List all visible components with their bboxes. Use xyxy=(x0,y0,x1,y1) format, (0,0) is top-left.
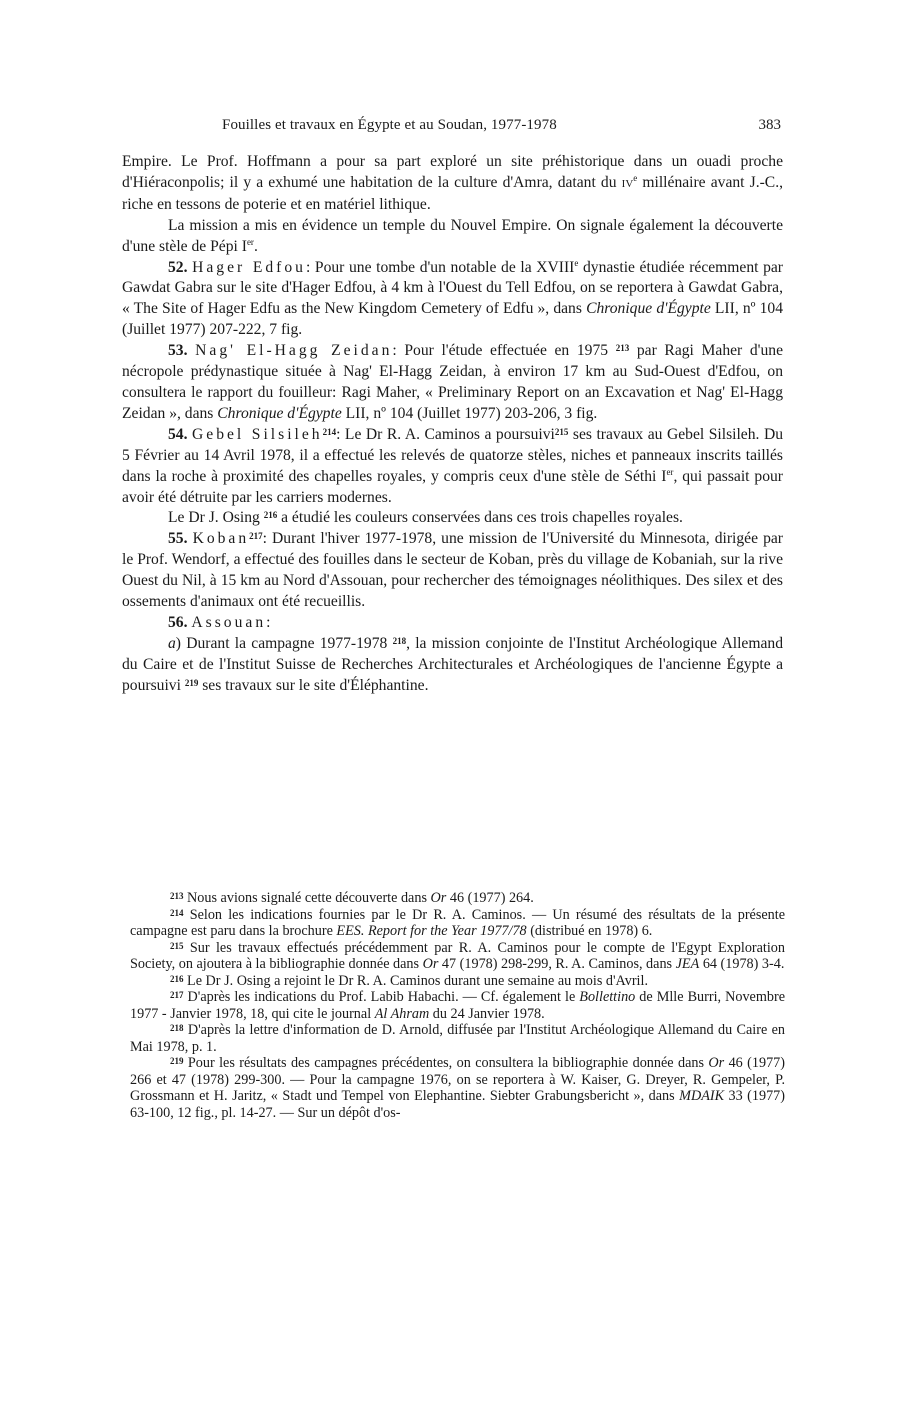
section-number: 55. xyxy=(168,530,188,548)
section-56: 56. Assouan: xyxy=(168,613,271,631)
footnote-number: 218 xyxy=(170,1023,184,1033)
running-title: Fouilles et travaux en Égypte et au Soudan, 1977-1978 xyxy=(222,117,557,133)
footnote-ref: 214 xyxy=(322,426,337,437)
footnote-219: $^{219}$ Pour les résultats des campagnes précédentes, on consultera la bibliographie donnée dans Or 46 (1977) 266 et 47 (1978) 299-300. — Pour la campagne 1976, on se reportera à W. Kaiser, G. Dreyer, R. Gempeler, P. Grossmann et H. Jaritz, « Stadt und Tempel von Elephantine. Siebter Grabungsbericht », dans MDAIK 33 (1977) 63-100, 12 fig., pl. 14-27. — Sur un dépôt d'os- xyxy=(130,1055,785,1121)
site-name: Assouan xyxy=(191,613,267,631)
footnote-215: $^{215}$ Sur les travaux effectués précédemment par R. A. Caminos pour le compte de l'Egypt Exploration Society, on ajoutera à la bibliographie donnée dans Or 47 (1978) 298-299, R. A. Caminos, dans JEA 64 (1978) 3-4. xyxy=(130,939,785,972)
footnote-ref: 216 xyxy=(263,510,278,521)
paragraph-osing: Le Dr J. Osing $^{216}$ a étudié les couleurs conservées dans ces trois chapelles royales. xyxy=(168,509,683,527)
footnote-216: $^{216}$ Le Dr J. Osing a rejoint le Dr R. A. Caminos durant une semaine au mois d'Avril. xyxy=(170,972,648,989)
section-54: 54. Gebel Silsileh$^{214}$: Le Dr R. A. Caminos a poursuivi$^{215}$ ses travaux au Gebel Silsileh. Du 5 Février au 14 Avril 1978, il a effectué les relevés de quatorze stèles, niches et panneaux inscrits taillés dans la roche à proximité des chapelles royales, y compris ceux d'une stèle de Séthi Ier, qui passait pour avoir été détruite par les carriers modernes. xyxy=(122,425,784,506)
section-53: 53. Nag' El-Hagg Zeidan: Pour l'étude effectuée en 1975 $^{213}$ par Ragi Maher d'une nécropole prédynastique située à Nag' El-Hagg Zeidan, à environ 17 km au Sud-Ouest d'Edfou, on consultera le rapport du fouilleur: Ragi Maher, « Preliminary Report on an Excavation et Nag' El-Hagg Zeidan », dans Chronique d'Égypte LII, nº 104 (Juillet 1977) 203-206, 3 fig. xyxy=(122,342,783,422)
section-number: 54. xyxy=(168,425,188,443)
section-number: 53. xyxy=(168,342,188,360)
journal-title: Chronique d'Égypte xyxy=(217,404,342,422)
paragraph-mission: La mission a mis en évidence un temple du Nouvel Empire. On signale également la découverte d'une stèle de Pépi Ier. xyxy=(122,216,783,255)
footnote-ref: 213 xyxy=(615,343,630,354)
footnote-ref: 215 xyxy=(554,426,569,437)
journal-title: Chronique d'Égypte xyxy=(586,300,711,318)
section-number: 52. xyxy=(168,258,188,276)
footnote-number: 215 xyxy=(170,940,184,951)
item-letter: a xyxy=(168,634,176,652)
footnote-214: $^{214}$ Selon les indications fournies par le Dr R. A. Caminos. — Un résumé des résultats de la présente campagne est paru dans la brochure EES. Report for the Year 1977/78 (distribué en 1978) 6. xyxy=(130,906,785,939)
section-55: 55. Koban$^{217}$: Durant l'hiver 1977-1978, une mission de l'Université du Minnesota, dirigée par le Prof. Wendorf, a effectué des fouilles dans le secteur de Koban, près du village de Kobaniah, sur la rive Ouest du Nil, à 15 km au Nord d'Assouan, pour rechercher des témoignages néolithiques. Des silex et des ossements d'animaux ont été recueillis. xyxy=(122,530,783,611)
footnote-number: 213 xyxy=(170,891,184,901)
footnotes xyxy=(130,890,785,1121)
footnote-ref: 219 xyxy=(184,677,199,688)
page-number: 383 xyxy=(758,117,781,133)
section-56a: a) Durant la campagne 1977-1978 $^{218}$, la mission conjointe de l'Institut Archéologique Allemand du Caire et de l'Institut Suisse de Recherches Architecturales et Archéologiques de l'ancienne Égypte a poursuivi $^{219}$ ses travaux sur le site d'Éléphantine. xyxy=(122,634,783,694)
roman-numeral: IV xyxy=(621,177,634,190)
paragraph-empire: Empire. Le Prof. Hoffmann a pour sa part exploré un site préhistorique dans un ouadi proche d'Hiéraconpolis; il y a exhumé une habitation de la culture d'Amra, datant du IVe millénaire avant J.-C., riche en tessons de poterie et en matériel lithique. xyxy=(122,153,783,213)
running-header xyxy=(122,117,785,139)
footnote-ref: 218 xyxy=(392,635,407,646)
footnote-number: 214 xyxy=(170,907,184,918)
footnote-213: $^{213}$ Nous avions signalé cette découverte dans Or 46 (1977) 264. xyxy=(170,890,534,906)
footnote-number: 217 xyxy=(170,990,184,1000)
footnote-number: 219 xyxy=(170,1056,184,1066)
footnote-ref: 217 xyxy=(249,531,263,542)
site-name: Koban xyxy=(192,530,250,548)
site-name: Hager Edfou xyxy=(192,258,306,276)
footnote-218: $^{218}$ D'après la lettre d'information de D. Arnold, diffusée par l'Institut Archéologique Allemand du Caire en Mai 1978, p. 1. xyxy=(130,1022,785,1055)
section-52: 52. Hager Edfou: Pour une tombe d'un notable de la XVIIIe dynastie étudiée récemment par Gawdat Gabra sur le site d'Hager Edfou, à 4 km à l'Ouest du Tell Edfou, on se reportera à Gawdat Gabra, « The Site of Hager Edfu as the New Kingdom Cemetery of Edfu », dans Chronique d'Égypte LII, nº 104 (Juillet 1977) 207-222, 7 fig. xyxy=(122,257,784,339)
footnote-number: 216 xyxy=(170,973,184,984)
site-name: Gebel Silsileh xyxy=(192,425,323,443)
main-text xyxy=(122,152,783,697)
section-number: 56. xyxy=(168,613,188,631)
site-name: Nag' El-Hagg Zeidan xyxy=(195,342,393,360)
footnote-217: $^{217}$ D'après les indications du Prof. Labib Habachi. — Cf. également le Bollettino de Mlle Burri, Novembre 1977 - Janvier 1978, 18, qui cite le journal Al Ahram du 24 Janvier 1978. xyxy=(130,989,785,1022)
